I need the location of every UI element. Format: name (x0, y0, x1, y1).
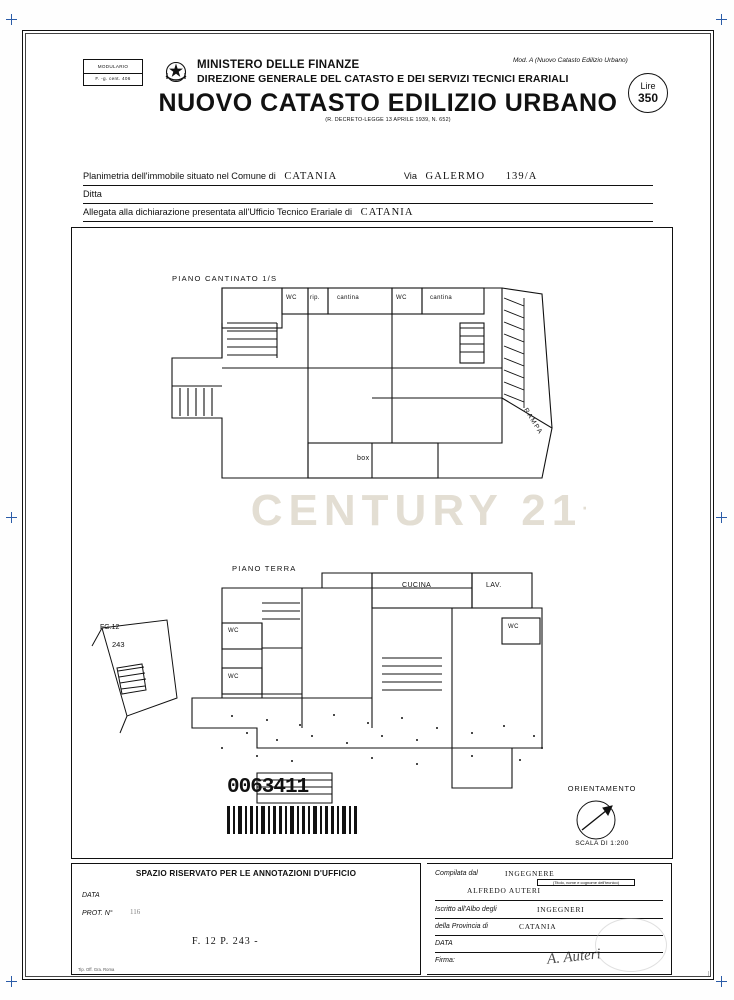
civico-value: 139/A (505, 171, 538, 182)
orientation-label: ORIENTAMENTO (567, 784, 637, 793)
compiled-caption: (Titolo, nome e cognome dell'tecnico) (537, 879, 635, 886)
planimetry-label: Planimetria dell'immobile situato nel Comune di (83, 171, 276, 181)
ditta-label: Ditta (83, 189, 102, 199)
office-note: F. 12 P. 243 - (192, 936, 259, 947)
room-label-wc-1: WC (286, 295, 297, 301)
ditta-rule (83, 203, 653, 204)
room-label-rampa: RAMPA (522, 406, 544, 437)
registered-label: Iscritto all'Albo degli (435, 906, 497, 913)
barcode-bars (227, 806, 357, 834)
room-label-wc-2: WC (396, 295, 407, 301)
orientation-block (542, 784, 662, 847)
registration-mark-bottom-right (716, 976, 727, 987)
decree-reference: (R. DECRETO-LEGGE 13 APRILE 1939, N. 652) (325, 117, 451, 123)
scale-label: SCALA DI 1:200 (575, 840, 629, 847)
sheet-corner-mark: | (707, 971, 709, 977)
office-annotations-box (71, 863, 421, 975)
cadastral-form-sheet (22, 30, 714, 980)
registered-value: INGEGNERI (537, 905, 585, 914)
floor-plan-drawing (71, 227, 673, 859)
registration-mark-mid-right (716, 512, 727, 523)
room-label-box: box (357, 455, 370, 462)
office-prot-label: PROT. N° (82, 910, 113, 917)
via-value: GALERMO (425, 171, 486, 182)
italian-republic-emblem-icon (161, 57, 191, 87)
compiler-date-label: DATA (435, 940, 453, 947)
modulario-line1: MODULARIO (97, 64, 129, 69)
registration-mark-top-left (6, 14, 17, 25)
planimetry-field-row (83, 171, 537, 182)
room-label-wc-4: WC (228, 674, 239, 680)
province-label: della Provincia di (435, 923, 488, 930)
modulario-box (83, 59, 143, 86)
barcode-number: 0063411 (227, 776, 309, 799)
room-label-wc-5: WC (508, 624, 519, 630)
ministry-line (197, 59, 359, 71)
page-title: NUOVO CATASTO EDILIZIO URBANO (158, 89, 618, 117)
province-value: CATANIA (519, 922, 557, 931)
compiler-box (427, 863, 672, 975)
parcel-sheet-label: FG.12 (100, 624, 120, 631)
room-label-wc-3: WC (228, 628, 239, 634)
office-date-label: DATA (82, 892, 100, 899)
ditta-field-row (83, 189, 102, 200)
allegata-label: Allegata alla dichiarazione presentata all'Ufficio Tecnico Erariale di (83, 207, 353, 217)
room-label-cantina-2: cantina (430, 295, 453, 301)
room-label-cucina: CUCINA (402, 582, 432, 589)
signature: A. Auteri (546, 946, 602, 968)
ufficio-value: CATANIA (360, 207, 414, 218)
room-label-rip: rip. (310, 295, 320, 301)
parcel-map-inset (90, 612, 202, 730)
fee-amount: 350 (637, 91, 659, 105)
signature-label: Firma: (435, 957, 455, 964)
planimetry-rule (83, 185, 653, 186)
direction-line: DIREZIONE GENERALE DEL CATASTO E DEI SERVIZI TECNICI ERARIALI (197, 73, 569, 85)
modulario-line2: F. -g. cent. 406 (84, 73, 142, 83)
mod-a-label: Mod. A (Nuovo Catasto Edilizio Urbano) (513, 57, 628, 64)
watermark-text: CENTURY 21 (250, 486, 583, 535)
ministry-text: MINISTERO DELLE FINANZE (197, 59, 360, 71)
allegata-rule (83, 221, 653, 222)
registration-mark-top-right (716, 14, 727, 25)
office-annotations-title: SPAZIO RISERVATO PER LE ANNOTAZIONI D'UFFICIO (135, 869, 357, 878)
round-stamp-icon (595, 918, 667, 972)
via-label: Via (403, 171, 417, 181)
registration-mark-mid-left (6, 512, 17, 523)
basement-floor-label: PIANO CANTINATO 1/S (172, 274, 278, 283)
watermark-mark: . (582, 493, 594, 514)
compiled-by-label: Compilata dal (435, 870, 478, 877)
print-shop-note: Tip. Off. Gra. Roma (78, 967, 115, 972)
comune-value: CATANIA (284, 171, 338, 182)
office-prot-value: 116 (130, 908, 141, 916)
room-label-cantina-1: cantina (337, 295, 360, 301)
watermark (182, 486, 662, 536)
compiled-name: ALFREDO AUTERI (467, 886, 541, 895)
allegata-field-row (83, 207, 414, 218)
room-label-lav: LAV. (486, 582, 502, 589)
compiled-rule (435, 900, 663, 901)
barcode (227, 776, 362, 806)
fee-label: Lire (640, 81, 656, 91)
registration-mark-bottom-left (6, 976, 17, 987)
parcel-number: 243 (112, 640, 125, 649)
floor-plan-vector (72, 228, 672, 858)
compiled-role: INGEGNERE (505, 869, 555, 878)
ground-floor-label: PIANO TERRA (232, 564, 297, 573)
